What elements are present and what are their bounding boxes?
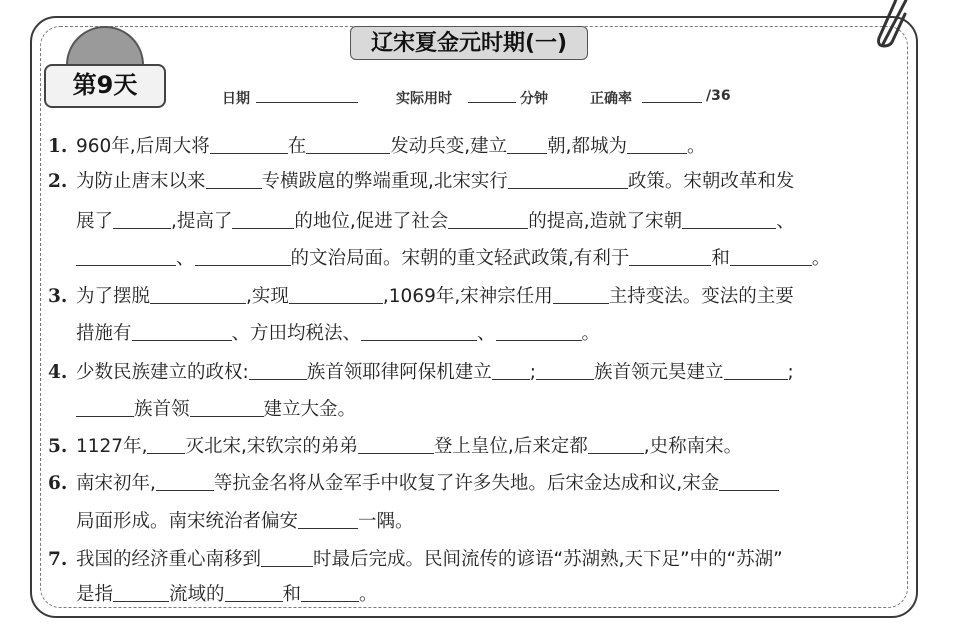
answer-blank[interactable]	[682, 210, 776, 229]
question-line: 我国的经济重心南移到 时最后完成。民间流传的谚语“苏湖熟,天下足”中的“苏湖”	[76, 549, 783, 570]
answer-blank[interactable]	[627, 135, 687, 154]
answer-blank[interactable]	[507, 135, 547, 154]
question-number: 3.	[48, 286, 68, 307]
accuracy-label: 正确率	[590, 91, 632, 107]
question-number: 7.	[48, 549, 68, 570]
question-4	[48, 356, 908, 390]
question-3	[48, 280, 908, 314]
day-badge	[44, 26, 166, 126]
answer-blank[interactable]	[724, 361, 788, 380]
answer-blank[interactable]	[492, 361, 530, 380]
answer-blank[interactable]	[358, 435, 434, 454]
question-line: 为防止唐末以来 专横跋扈的弊端重现,北宋实行 政策。宋朝改革和发	[76, 171, 795, 192]
answer-blank[interactable]	[206, 170, 262, 189]
answer-blank[interactable]	[298, 510, 358, 529]
question-line: 族首领 建立大金。	[76, 393, 356, 427]
question-number: 4.	[48, 362, 68, 383]
answer-blank[interactable]	[261, 548, 313, 567]
question-line: 是指 流域的 和 。	[76, 584, 378, 605]
question-number: 5.	[48, 436, 68, 457]
answer-blank[interactable]	[588, 435, 644, 454]
question-line: 960年,后周大将 在 发动兵变,建立 朝,都城为 。	[76, 136, 706, 157]
answer-blank[interactable]	[113, 210, 171, 229]
answer-blank[interactable]	[448, 210, 528, 229]
answer-blank[interactable]	[195, 247, 291, 266]
answer-blank[interactable]	[132, 322, 232, 341]
question-line: 、 的文治局面。宋朝的重文轻武政策,有利于 和 。	[76, 242, 830, 276]
answer-blank[interactable]	[719, 472, 779, 491]
answer-blank[interactable]	[232, 210, 294, 229]
answer-blank[interactable]	[536, 361, 594, 380]
day-label: 第9天	[44, 64, 166, 108]
question-line: 南宋初年, 等抗金名将从金军手中收复了许多失地。后宋金达成和议,宋金	[76, 467, 779, 501]
answer-blank[interactable]	[306, 135, 390, 154]
answer-blank[interactable]	[147, 435, 185, 454]
question-5	[48, 430, 908, 464]
answer-blank[interactable]	[113, 583, 169, 602]
answer-blank[interactable]	[210, 135, 288, 154]
page-title: 辽宋夏金元时期(一)	[350, 26, 588, 60]
question-number: 2.	[48, 171, 68, 192]
answer-blank[interactable]	[496, 322, 582, 341]
answer-blank[interactable]	[361, 322, 477, 341]
answer-blank[interactable]	[289, 285, 383, 304]
question-line: 展了 ,提高了 的地位,促进了社会 的提高,造就了宋朝 、	[76, 211, 795, 232]
answer-blank[interactable]	[156, 472, 214, 491]
answer-blank[interactable]	[225, 583, 283, 602]
accuracy-total: /36	[706, 88, 731, 104]
paperclip-icon	[871, 0, 917, 52]
answer-blank[interactable]	[76, 247, 176, 266]
question-6	[48, 467, 908, 501]
question-line: 1127年, 灭北宋,宋钦宗的弟弟 登上皇位,后来定都 ,史称南宋。	[76, 436, 743, 457]
question-line: 措施有 、方田均税法、 、 。	[76, 323, 601, 344]
answer-blank[interactable]	[508, 170, 628, 189]
question-7	[48, 543, 908, 577]
question-line: 为了摆脱 ,实现 ,1069年,宋神宗任用 主持变法。变法的主要	[76, 286, 794, 307]
question-line: 局面形成。南宋统治者偏安 一隅。	[76, 511, 414, 532]
question-line: 少数民族建立的政权: 族首领耶律阿保机建立 ; 族首领元昊建立 ;	[76, 362, 794, 383]
question-number: 1.	[48, 136, 68, 157]
question-1	[48, 130, 908, 164]
time-label: 实际用时	[396, 91, 452, 107]
answer-blank[interactable]	[730, 247, 812, 266]
time-unit: 分钟	[520, 91, 548, 107]
answer-blank[interactable]	[190, 398, 264, 417]
answer-blank[interactable]	[301, 583, 359, 602]
question-2	[48, 165, 908, 199]
answer-blank[interactable]	[249, 361, 307, 380]
answer-blank[interactable]	[150, 285, 246, 304]
answer-blank[interactable]	[553, 285, 609, 304]
answer-blank[interactable]	[629, 247, 711, 266]
date-label: 日期	[222, 91, 250, 107]
question-number: 6.	[48, 473, 68, 494]
answer-blank[interactable]	[76, 398, 134, 417]
